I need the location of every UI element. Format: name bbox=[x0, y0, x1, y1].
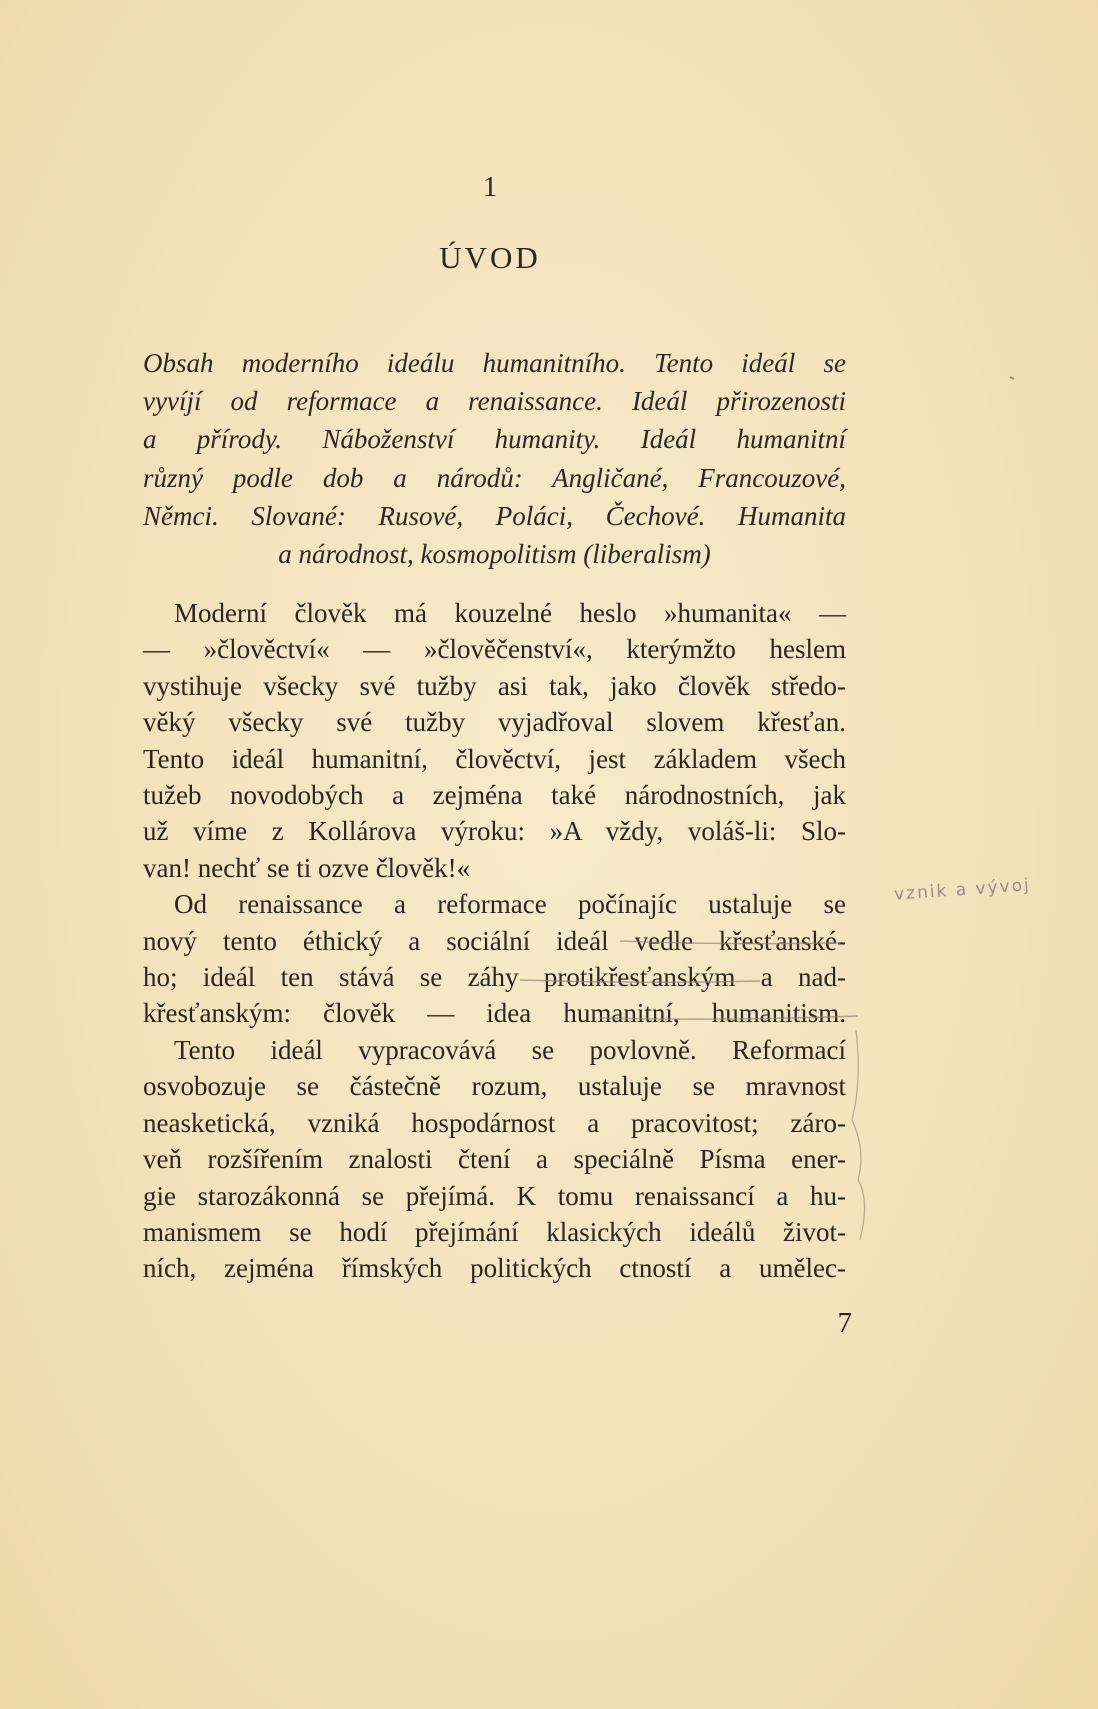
body-line: Od renaissance a reformace počínajíc ustaluje se bbox=[174, 889, 846, 920]
body-line: — »člověctví« — »člověčenství«, kterýmžto heslem bbox=[143, 634, 846, 665]
body-line: van! nechť se ti ozve člověk!« bbox=[143, 852, 471, 883]
body-line: nový tento éthický a sociální ideál vedle křesťanské- bbox=[143, 925, 846, 956]
chapter-number: 1 bbox=[482, 171, 498, 203]
page-number: 7 bbox=[837, 1307, 852, 1339]
chapter-summary bbox=[143, 344, 846, 573]
body-line: vystihuje všecky své tužby asi tak, jako člověk středo- bbox=[143, 670, 846, 701]
body-line: ho; ideál ten stává se záhy protikřesťanským a nad- bbox=[143, 962, 846, 993]
body-line: veň rozšířením znalosti čtení a speciálně Písma ener- bbox=[143, 1144, 846, 1175]
body-line: Moderní člověk má kouzelné heslo »humanita« — bbox=[174, 598, 846, 628]
body-line: Tento ideál humanitní, člověctví, jest základem všech bbox=[143, 743, 846, 774]
body-line: Tento ideál vypracovává se povlovně. Reformací bbox=[174, 1034, 846, 1065]
summary-line: vyvíjí od reformace a renaissance. Ideál přirozenosti bbox=[143, 386, 846, 417]
summary-line: Obsah moderního ideálu humanitního. Tento ideál se bbox=[143, 348, 846, 378]
body-line: neasketická, vzniká hospodárnost a pracovitost; záro- bbox=[143, 1107, 846, 1138]
chapter-title: ÚVOD bbox=[439, 240, 541, 275]
body-line: už víme z Kollárova výroku: »A vždy, voláš-li: Slo- bbox=[143, 816, 846, 847]
body-line: manismem se hodí přejímání klasických ideálů život- bbox=[143, 1216, 846, 1247]
body-line: tužeb novodobých a zejména také národnostních, jak bbox=[143, 780, 846, 811]
pencil-margin-tick bbox=[1010, 377, 1014, 379]
pencil-margin-bracket bbox=[852, 1030, 865, 1240]
body-line: ních, zejména římských politických ctností a umělec- bbox=[143, 1253, 846, 1284]
body-line: osvobozuje se částečně rozum, ustaluje se mravnost bbox=[143, 1071, 846, 1102]
body-line: věký všecky své tužby vyjadřoval slovem křesťan. bbox=[143, 707, 846, 738]
body-line: křesťanským: člověk — idea humanitní, humanitism. bbox=[143, 998, 846, 1029]
body-line: gie starozákonná se přejímá. K tomu renaissancí a hu- bbox=[143, 1180, 846, 1211]
summary-line: Němci. Slované: Rusové, Poláci, Čechové. Humanita bbox=[143, 500, 846, 531]
body-text bbox=[143, 595, 846, 1287]
summary-line: a národnost, kosmopolitism (liberalism) bbox=[278, 539, 711, 570]
pencil-margin-note: vznik a vývoj bbox=[893, 875, 1032, 905]
summary-line: a přírody. Náboženství humanity. Ideál humanitní bbox=[143, 424, 846, 455]
summary-line: různý podle dob a národů: Angličané, Francouzové, bbox=[143, 462, 846, 493]
